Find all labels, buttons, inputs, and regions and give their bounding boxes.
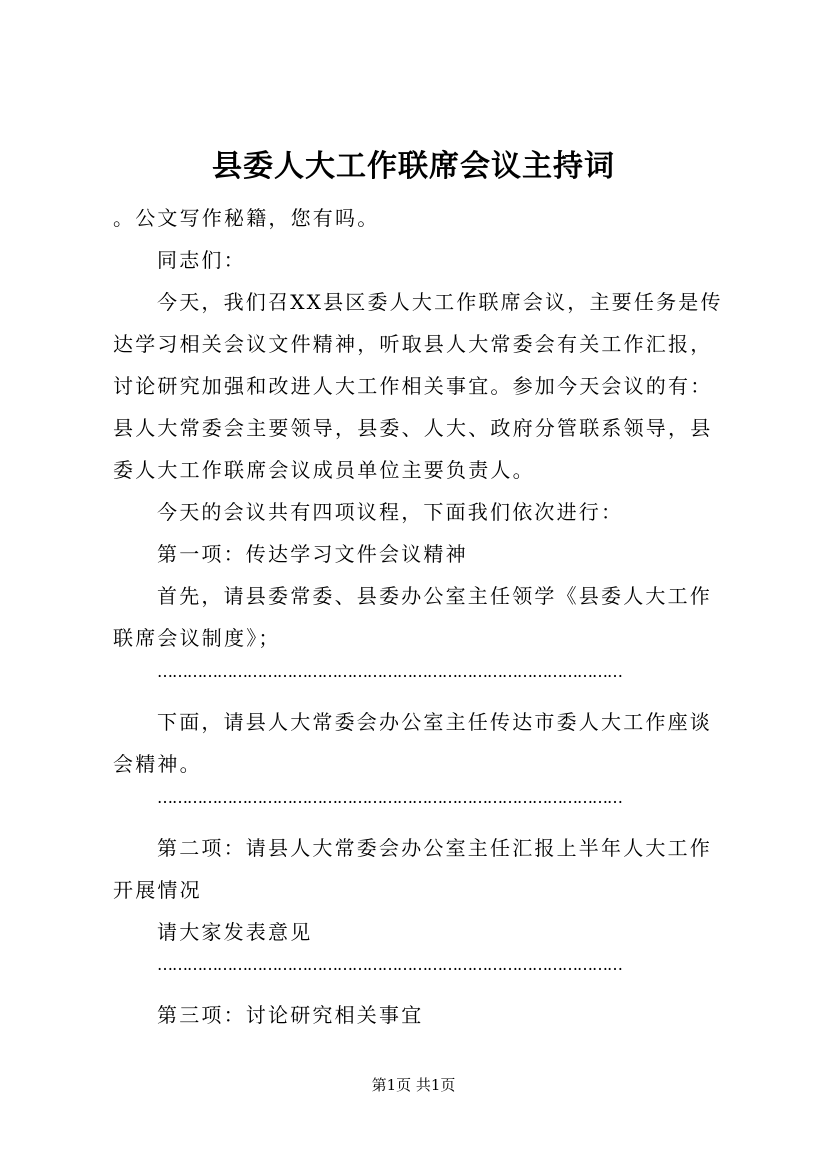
paragraph-item-two: 第二项：请县人大常委会办公室主任汇报上半年人大工作开展情况 (113, 836, 712, 902)
paragraph-item-one-next: 下面，请县人大常委会办公室主任传达市委人大工作座谈会精神。 (113, 710, 712, 776)
paragraph-opening: 今天，我们召XX县区委人大工作联席会议，主要任务是传达学习相关会议文件精神，听取县人大常委会有关工作汇报，讨论研究加强和改进人大工作相关事宜。参加今天会议的有：县人大常委会主要领导，县委、人大、政府分管联系领导，县委人大工作联席会议成员单位主要负责人。 (113, 290, 723, 482)
paragraph-agenda: 今天的会议共有四项议程，下面我们依次进行： (157, 500, 624, 524)
page-number: 第1页 共1页 (371, 1076, 456, 1094)
paragraph-item-one-first: 首先，请县委常委、县委办公室主任领学《县委人大工作联席会议制度》； (113, 584, 712, 650)
paragraph-greeting: 同志们： (157, 248, 246, 272)
ellipsis-line-3: ………………………………………………………………………………… (157, 955, 622, 974)
ellipsis-line-2: ………………………………………………………………………………… (157, 788, 622, 807)
ellipsis-line-1: ………………………………………………………………………………… (157, 662, 622, 681)
document-title: 县委人大工作联席会议主持词 (212, 149, 615, 184)
paragraph-intro: 。公文写作秘籍，您有吗。 (113, 206, 380, 230)
paragraph-item-three: 第三项：讨论研究相关事宜 (157, 1003, 424, 1027)
paragraph-discussion: 请大家发表意见 (157, 920, 313, 944)
paragraph-item-one: 第一项：传达学习文件会议精神 (157, 542, 468, 566)
